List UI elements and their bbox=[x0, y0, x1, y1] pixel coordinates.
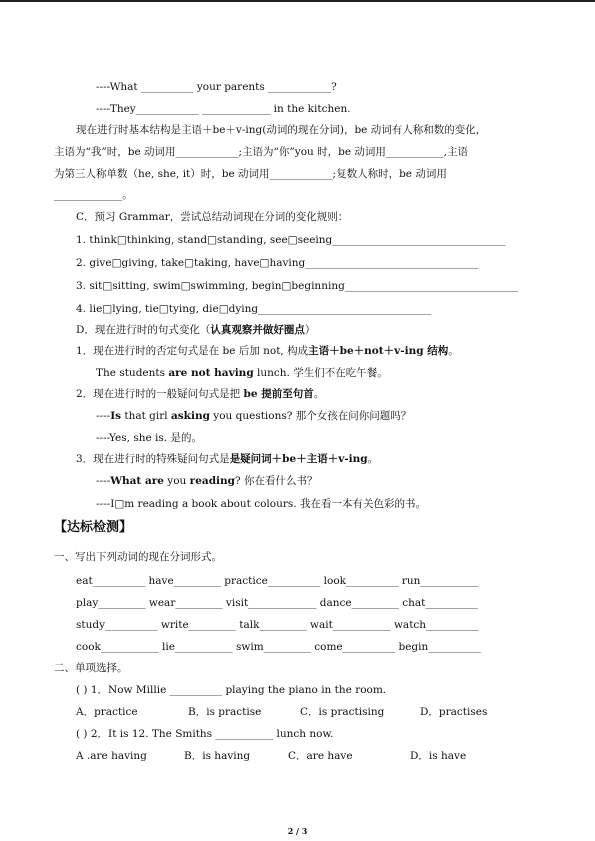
paragraph-line-1: 现在进行时基本结构是主语＋be＋v-ing(动词的现在分词)，be 动词有人称和数的变化， bbox=[76, 124, 487, 136]
verb-row-2: play_________ wear_________ visit_____________ dance_________ chat__________ bbox=[76, 597, 478, 609]
example-1: The students are not having lunch. 学生们不在吃午餐。 bbox=[96, 367, 388, 379]
paragraph-line-2: 主语为“我”时，be 动词用____________;主语为“你”you 时，be 动词用___________,主语 bbox=[54, 146, 468, 158]
section-d-title: D．现在进行时的句式变化（认真观察并做好圈点） bbox=[76, 324, 316, 336]
question-2: ( ) 2．It is 12. The Smiths ___________ lunch now. bbox=[76, 728, 334, 740]
q2-option-b[interactable]: B．is having bbox=[184, 750, 251, 762]
dialogue-answer: ----They____________ _____________ in the kitchen. bbox=[96, 103, 351, 115]
rule-1: 1. think□thinking, stand□standing, see□seeing_________________________________ bbox=[76, 234, 506, 246]
note-3: 3．现在进行时的特殊疑问句式是是疑问词＋be＋主语＋v-ing。 bbox=[76, 453, 379, 465]
example-2-question: ----Is that girl asking you questions? 那个女孩在问你问题吗？ bbox=[96, 410, 412, 422]
part-1-heading: 一、写出下列动词的现在分词形式。 bbox=[54, 551, 222, 563]
q1-option-b[interactable]: B．is practise bbox=[188, 706, 262, 718]
test-heading: 【达标检测】 bbox=[54, 520, 133, 535]
q1-option-a[interactable]: A．practice bbox=[76, 706, 138, 718]
q2-option-c[interactable]: C．are have bbox=[288, 750, 353, 762]
note-1: 1．现在进行时的否定句式是在 be 后加 not, 构成主语＋be＋not＋v-ing 结构。 bbox=[76, 345, 459, 357]
verb-row-3: study__________ write_________ talk_________ wait___________ watch__________ bbox=[76, 619, 479, 631]
verb-row-1: eat__________ have_________ practice__________ look__________ run___________ bbox=[76, 575, 479, 587]
example-3-question: ----What are you reading? 你在看什么书？ bbox=[96, 475, 318, 487]
grammar-heading: C．预习 Grammar，尝试总结动词现在分词的变化规则： bbox=[76, 211, 349, 223]
question-2-options bbox=[76, 749, 516, 763]
q2-option-d[interactable]: D．is have bbox=[410, 750, 467, 762]
rule-4: 4. lie□lying, tie□tying, die□dying_________________________________ bbox=[76, 303, 432, 315]
rule-2: 2. give□giving, take□taking, have□having_________________________________ bbox=[76, 257, 479, 269]
question-1-options bbox=[76, 705, 516, 719]
dialogue-question: ----What __________ your parents ____________? bbox=[96, 81, 337, 93]
q1-option-d[interactable]: D．practises bbox=[420, 706, 488, 718]
part-2-heading: 二、单项选择。 bbox=[54, 662, 128, 674]
paragraph-line-3: 为第三人称单数（he, she, it）时，be 动词用____________;复数人称时，be 动词用 bbox=[54, 168, 447, 180]
question-1: ( ) 1．Now Millie __________ playing the piano in the room. bbox=[76, 684, 387, 696]
q1-option-c[interactable]: C．is practising bbox=[300, 706, 385, 718]
page-number: 2 / 3 bbox=[287, 826, 308, 836]
paragraph-line-4: _____________。 bbox=[54, 189, 133, 201]
verb-row-4: cook___________ lie___________ swim_________ come__________ begin__________ bbox=[76, 641, 481, 653]
top-border-line bbox=[0, 0, 595, 2]
example-2-answer: ----Yes, she is. 是的。 bbox=[96, 432, 202, 444]
q2-option-a[interactable]: A .are having bbox=[76, 750, 147, 762]
example-3-answer: ----I□m reading a book about colours. 我在看一本有关色彩的书。 bbox=[96, 498, 426, 510]
note-2: 2．现在进行时的一般疑问句式是把 be 提前至句首。 bbox=[76, 388, 325, 400]
rule-3: 3. sit□sitting, swim□swimming, begin□beginning_________________________________ bbox=[76, 280, 519, 292]
